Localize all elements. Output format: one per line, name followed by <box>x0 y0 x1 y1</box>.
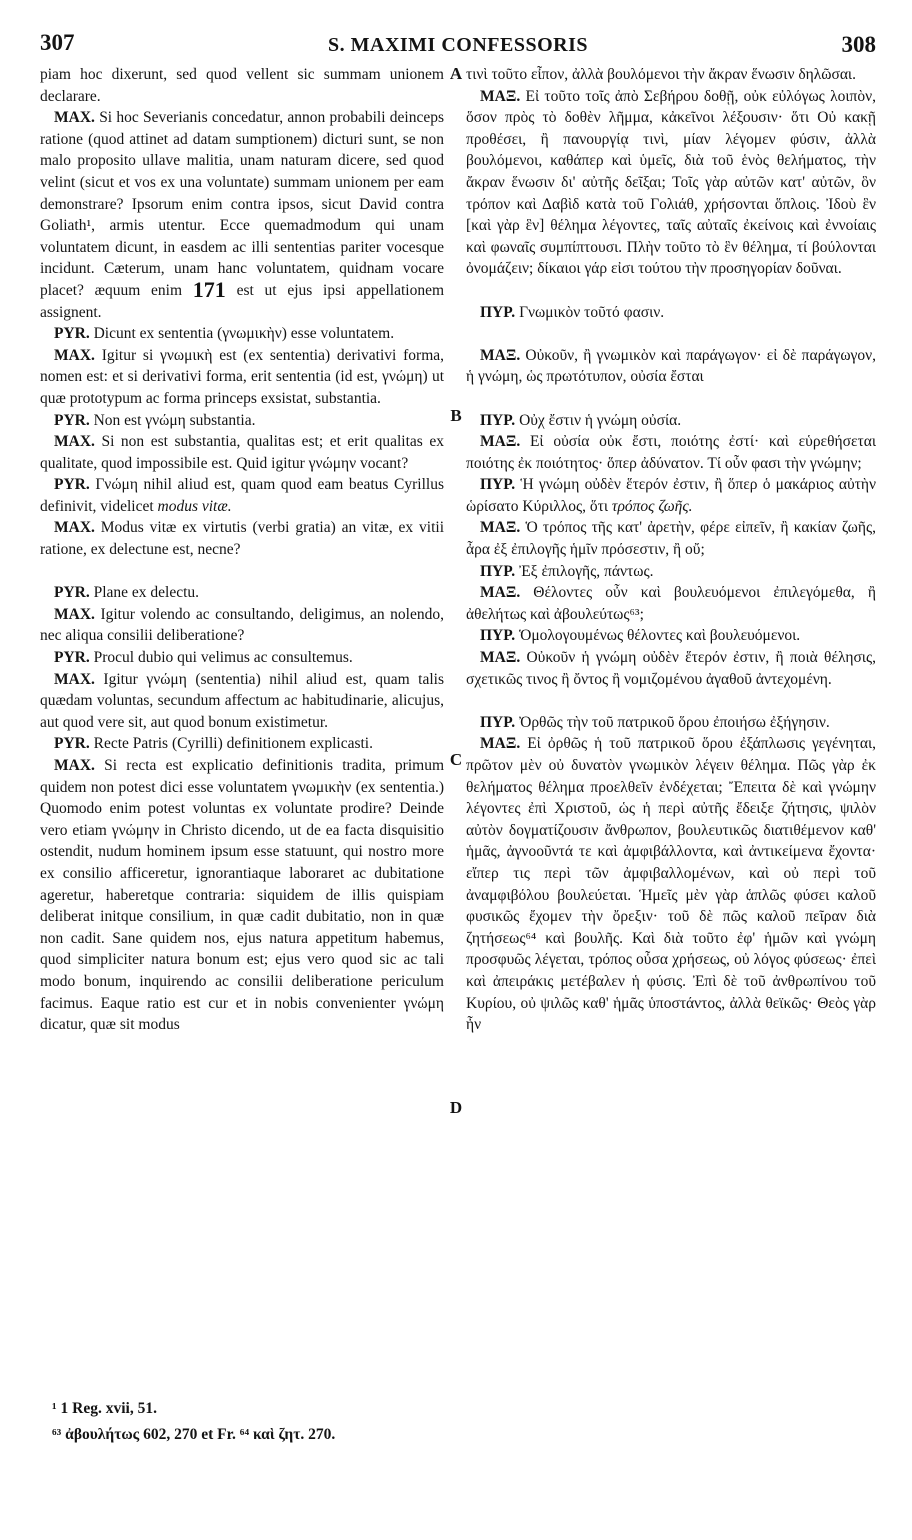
speaker-label: MAX. <box>54 670 95 688</box>
latin-paragraph-0: piam hoc dixerunt, sed quod vellent sic summam unionem declarare. <box>40 66 444 105</box>
greek-paragraph-8 <box>466 561 876 583</box>
speaker-label: ΠΥΡ. <box>480 627 516 645</box>
greek-column <box>466 64 876 1036</box>
paragraph-text: Ἡ γνώμη οὐδὲν ἕτερόν ἐστιν, ἢ ὅπερ ὁ μακάριος αὐτὴν ὡρίσατο Κύριλλος, ὅτι <box>466 476 877 515</box>
speaker-label: MAX. <box>54 757 95 774</box>
greek-paragraph-5 <box>466 431 876 474</box>
page-number-left: 307 <box>40 30 75 55</box>
paragraph-text: Θέλοντες οὖν καὶ βουλευόμενοι ἐπιλεγόμεθα, ἢ ἀθελήτως καὶ ἀβουλεύτως⁶³; <box>466 584 876 623</box>
speaker-label: PYR. <box>54 325 90 343</box>
paragraph-text: Igitur γνώμη (sententia) nihil aliud est, quam talis quædam voluntas, secundum affectum ac habitudinarie, alicujus, aut quod vere sit, aut quod bonum existimetur. <box>40 670 444 731</box>
speaker-label: ΠΥΡ. <box>480 476 516 494</box>
latin-paragraph-11 <box>40 669 444 734</box>
column-number: 171 <box>192 276 226 302</box>
speaker-label: PYR. <box>54 735 90 753</box>
greek-paragraph-2 <box>466 302 876 324</box>
speaker-label: ΜΑΞ. <box>480 735 521 753</box>
speaker-label: ΠΥΡ. <box>480 411 516 429</box>
paragraph-text: Ὁμολογουμένως θέλοντες καὶ βουλευόμενοι. <box>519 627 801 645</box>
latin-paragraph-3 <box>40 345 444 410</box>
margin-marker-a: A <box>449 64 463 83</box>
greek-paragraph-1 <box>466 86 876 280</box>
paragraph-text: est ut ejus ipsi appellationem assignent. <box>40 281 445 321</box>
paragraph-text: Ὀρθῶς τὴν τοῦ πατρικοῦ ὅρου ἐποιήσω ἐξήγησιν. <box>519 713 830 731</box>
page-number-right: 308 <box>841 32 876 57</box>
greek-paragraph-3 <box>466 345 876 388</box>
footnote-1: ¹ 1 Reg. xvii, 51. <box>52 1400 157 1417</box>
speaker-label: MAX. <box>54 605 95 623</box>
paragraph-text: Εἰ ὀρθῶς ἡ τοῦ πατρικοῦ ὅρου ἐξάπλωσις γεγένηται, πρῶτον μὲν οὐ δυνατὸν γνωμικὸν λέγειν θέλημα. Πῶς γὰρ ἐκ θελήματος θέλημα προελθεῖν ἐνδέχεται; Ἔπειτα δὲ καὶ γνώμην λέγοντες ἐπὶ Χριστοῦ, ὡς ἡ περὶ αὐτῆς ἔδειξε ζήτησις, ψιλὸν αὐτὸν δογματίζουσιν ἄνθρωπον, βουλευτικῶς διατιθέμενον καθ' ἡμᾶς, ἀγνοοῦντά τε καὶ ἀμφιβάλλοντα, καὶ ἀντικείμενα ἔχοντα· εἴπερ τις περὶ τῶν ἀμφιβαλλομένων, καὶ οὐ περὶ τοῦ ἀναμφιβόλου βουλεύεται. Ἡμεῖς μὲν γὰρ ἁπλῶς φύσει καλοῦ φυσικῶς ἔχομεν τὴν ὄρεξιν· τοῦ δὲ πῶς καλοῦ πεῖραν διὰ ζητήσεως⁶⁴ καὶ βουλῆς. Καὶ διὰ τοῦτο ἐφ' ἡμῶν καὶ γνώμη προσφυῶς λέγεται, τρόπος οὖσα χρήσεως, οὐ λόγος φύσεως· ἐπεὶ καὶ ἀπειράκις μετέβαλεν ἡ φύσις. Ἐπὶ δὲ τοῦ ἀνθρωπίνου τοῦ Κυρίου, οὐ ψιλῶς καθ' ἡμᾶς ὑποστάντος, ἀλλὰ θεϊκῶς· Θεὸς γὰρ ἦν <box>466 735 876 1034</box>
greek-paragraph-12 <box>466 712 876 734</box>
footnotes <box>52 1396 472 1448</box>
greek-paragraph-0: τινὶ τοῦτο εἶπον, ἀλλὰ βουλόμενοι τὴν ἄκραν ἕνωσιν δηλῶσαι. <box>466 66 856 83</box>
speaker-label: ΠΥΡ. <box>480 713 516 731</box>
paragraph-text: Εἰ οὐσία οὐκ ἔστι, ποιότης ἐστί· καὶ εὑρεθήσεται ποιότης ἐκ ποιότητος· ὅπερ ἀδύνατον. Τί οὖν φασι τὴν γνώμην; <box>466 433 876 472</box>
speaker-label: ΜΑΞ. <box>480 87 521 105</box>
greek-paragraph-13 <box>466 733 876 1035</box>
speaker-label: MAX. <box>54 346 95 364</box>
paragraph-text: Igitur volendo ac consultando, deligimus, an nolendo, nec aliqua consilii deliberatione? <box>40 605 444 645</box>
paragraph-text: Εἰ τοῦτο τοῖς ἀπὸ Σεβήρου δοθῇ, οὐκ εὐλόγως λοιπὸν, ὅσον πρὸς τὸ δοθὲν λῆμμα, κἀκεῖνοι λέξουσιν· ὅτι Οὐ κακῇ προθέσει, ἢ πανουργίᾳ τινὶ, μίαν λέγομεν φύσιν, ἀλλὰ βουλόμενοι, καθάπερ καὶ ὑμεῖς, διὰ τοῦ ἑνὸς θελήματος, τὴν ἄκραν ἕνωσιν δι' αὐτῆς δεῖξαι; Τοῖς γὰρ αὐτῶν κατ' αὐτῶν, ὃν τρόπον καὶ Δαβὶδ κατὰ τοῦ Γολιάθ, χρήσονται ὅπλοις. Ἰδοὺ ἓν [καὶ γὰρ ἓν] θέλημα λέγοντες, ταῖς αὐταῖς ἐκείνοις καὶ ἐννοίαις καὶ φωναῖς συμπίπτουσι. Πλὴν τοῦτο τὸ ἓν θέλημα, τί βούλονται ὀνομάζειν; δίκαιοι γάρ εἰσι τούτου τὴν προσηγορίαν δοῦναι. <box>466 87 876 278</box>
latin-paragraph-7 <box>40 517 444 560</box>
footnote-2: ⁶³ ἀβουλήτως 602, 270 et Fr. ⁶⁴ καὶ ζητ. 270. <box>52 1426 336 1443</box>
paragraph-text: Ἐξ ἐπιλογῆς, πάντως. <box>519 562 654 580</box>
speaker-label: PYR. <box>54 476 90 494</box>
latin-paragraph-4 <box>40 410 444 432</box>
speaker-label: MAX. <box>54 433 95 451</box>
speaker-label: ΜΑΞ. <box>480 346 521 364</box>
paragraph-text: Si recta est explicatio definitionis tradita, primum quidem non potest dici esse voluntatem γνωμικὴν (ex sententia.) Quomodo enim potest voluntas ex voluntate prodire? Deinde vero etiam γνώμην in Christo dicendo, ut de ea facta disquisitio ostendit, nudum hominem ipsum esse statuunt, qui nostro more ex consilio afficeretur, ignorantiaque laboraret ac dubitatione ageretur, haberetque contraria: siquidem de illis quispiam deliberat initque consilium, in quæ cadit dubitatio, non in quæ non cadit. Sane quidem nos, ejus natura appetitum habemus, quod simpliciter natura bonum est; ejus vero quod sic ac tali modo bonum, inquirendo ac consilii deliberatione periculum facimus. Eaque ratio est cur et in nobis convenienter γνώμη dicatur, quæ sit modus <box>40 757 444 1034</box>
paragraph-text: Οὐκοῦν ἡ γνώμη οὐδὲν ἕτερόν ἐστιν, ἢ ποιὰ θέλησις, σχετικῶς τινος ἢ ὄντος ἢ νομιζομένου ἀγαθοῦ ἀντεχομένη. <box>466 649 876 688</box>
speaker-label: ΠΥΡ. <box>480 303 516 321</box>
speaker-label: PYR. <box>54 584 90 602</box>
speaker-label: ΜΑΞ. <box>480 584 521 602</box>
latin-paragraph-9 <box>40 604 444 647</box>
latin-paragraph-13 <box>40 755 444 1036</box>
latin-paragraph-1 <box>40 107 444 323</box>
paragraph-emphasis: τρόπος ζωῆς. <box>611 497 693 515</box>
running-title: S. MAXIMI CONFESSORIS <box>328 34 588 56</box>
paragraph-text: Dicunt ex sententia (γνωμικὴν) esse voluntatem. <box>93 325 395 343</box>
greek-paragraph-9 <box>466 582 876 625</box>
paragraph-text: Οὐκοῦν, ἢ γνωμικὸν καὶ παράγωγον· εἰ δὲ παράγωγον, ἡ γνώμη, ὡς πρωτότυπον, οὐσία ἔσται <box>466 346 877 386</box>
margin-marker-b: B <box>450 406 462 425</box>
paragraph-text: Recte Patris (Cyrilli) definitionem explicasti. <box>93 735 373 753</box>
latin-paragraph-6 <box>40 474 444 517</box>
latin-column <box>40 64 444 1036</box>
speaker-label: ΜΑΞ. <box>480 649 521 667</box>
paragraph-text: Si hoc Severianis concedatur, annon probabili deinceps ratione (quod attinet ad datam sumptionem) dicturi sunt, se non malo proposito ullave malitia, unam naturam dicere, sed quod velint (sicut et vos ex una voluntate) summam unionem per eam demonstrare? Ipsorum enim contra ipsos, sicut David contra Goliath¹, armis utentur. Ecce quemadmodum qui unam voluntatem dicunt, in easdem ac illi sententias pariter vocesque incidunt. Cæterum, unam hanc voluntatem, quidnam vocare placet? æquum enim <box>40 109 445 299</box>
paragraph-text: Igitur si γνωμικὴ est (ex sententia) derivativi forma, nomen est: et si derivativi forma, erit sententia (id est, γνώμη) ut quæ prototypum ac forma princeps exsistat, substantia. <box>40 346 444 407</box>
speaker-label: PYR. <box>54 649 90 667</box>
paragraph-text: Οὐχ ἔστιν ἡ γνώμη οὐσία. <box>519 411 682 429</box>
greek-paragraph-6 <box>466 474 876 517</box>
greek-paragraph-4 <box>466 410 876 432</box>
latin-paragraph-12 <box>40 733 444 755</box>
paragraph-text: Plane ex delectu. <box>93 584 200 602</box>
speaker-label: MAX. <box>54 109 95 127</box>
paragraph-text: Procul dubio qui velimus ac consultemus. <box>93 649 353 667</box>
paragraph-emphasis: modus vitæ. <box>157 497 232 515</box>
speaker-label: ΜΑΞ. <box>480 519 521 537</box>
margin-marker-d: D <box>449 1098 463 1117</box>
paragraph-text: Γνώμη nihil aliud est, quam quod eam beatus Cyrillus definivit, videlicet <box>40 476 444 515</box>
speaker-label: ΜΑΞ. <box>480 433 521 451</box>
latin-paragraph-10 <box>40 647 444 669</box>
latin-paragraph-8 <box>40 582 444 604</box>
greek-paragraph-7 <box>466 517 876 560</box>
margin-marker-c: C <box>449 750 463 769</box>
paragraph-text: Ὁ τρόπος τῆς κατ' ἀρετὴν, φέρε εἰπεῖν, ἢ κακίαν ζωῆς, ἆρα ἐξ ἐπιλογῆς ἡμῖν πρόσεστιν, ἢ οὔ; <box>466 519 877 559</box>
speaker-label: MAX. <box>54 519 95 537</box>
latin-paragraph-5 <box>40 431 444 474</box>
paragraph-text: Γνωμικὸν τοῦτό φασιν. <box>519 303 665 321</box>
speaker-label: PYR. <box>54 411 90 429</box>
speaker-label: ΠΥΡ. <box>480 562 516 580</box>
latin-paragraph-2 <box>40 323 444 345</box>
page-header <box>40 30 876 64</box>
greek-paragraph-11 <box>466 647 876 690</box>
paragraph-text: Modus vitæ ex virtutis (verbi gratia) an vitæ, ex vitii ratione, ex delectune est, necne? <box>40 519 444 559</box>
paragraph-text: Si non est substantia, qualitas est; et erit qualitas ex qualitate, quod impossibile est. Quid igitur γνώμην vocant? <box>40 433 444 472</box>
paragraph-text: Non est γνώμη substantia. <box>93 411 256 429</box>
greek-paragraph-10 <box>466 625 876 647</box>
